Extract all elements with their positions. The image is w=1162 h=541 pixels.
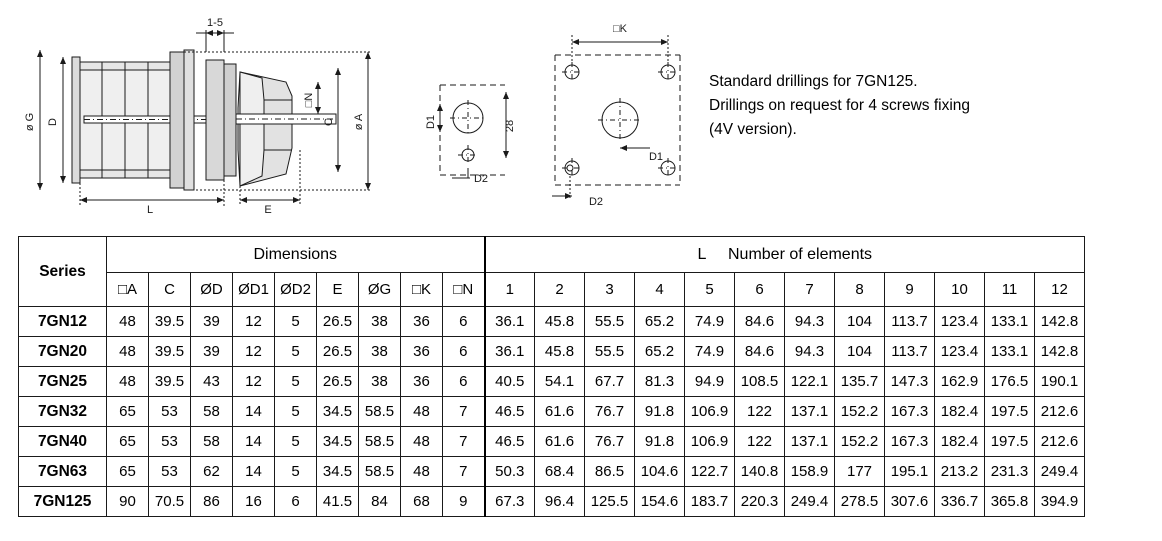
cell-D2: 5 [275, 457, 317, 487]
cell-N: 6 [443, 307, 485, 337]
technical-drawing-svg [0, 0, 1162, 230]
cell-E: 26.5 [317, 337, 359, 367]
col-head-el-4: 4 [635, 273, 685, 307]
cell-E: 34.5 [317, 427, 359, 457]
cell-el-6: 140.8 [735, 457, 785, 487]
cell-el-3: 86.5 [585, 457, 635, 487]
cell-G: 84 [359, 487, 401, 517]
label-K: □K [613, 23, 627, 35]
cell-el-3: 67.7 [585, 367, 635, 397]
col-head-D1: ØD1 [233, 273, 275, 307]
cell-el-4: 81.3 [635, 367, 685, 397]
cell-el-10: 213.2 [935, 457, 985, 487]
cell-G: 58.5 [359, 427, 401, 457]
header-series: Series [19, 237, 107, 307]
cell-D2: 5 [275, 397, 317, 427]
cell-A: 65 [107, 427, 149, 457]
cell-D2: 6 [275, 487, 317, 517]
cell-el-6: 108.5 [735, 367, 785, 397]
label-oG: ø G [24, 112, 36, 132]
table-row [19, 367, 1085, 397]
cell-D2: 5 [275, 427, 317, 457]
cell-el-3: 55.5 [585, 307, 635, 337]
col-head-A: □A [107, 273, 149, 307]
cell-el-7: 94.3 [785, 337, 835, 367]
col-head-el-6: 6 [735, 273, 785, 307]
table-row [19, 457, 1085, 487]
table-row [19, 337, 1085, 367]
cell-A: 48 [107, 307, 149, 337]
cell-el-9: 113.7 [885, 307, 935, 337]
cell-el-10: 182.4 [935, 397, 985, 427]
cell-D2: 5 [275, 367, 317, 397]
cell-el-9: 113.7 [885, 337, 935, 367]
label-D2-right: D2 [588, 196, 604, 208]
cell-el-11: 365.8 [985, 487, 1035, 517]
cell-el-5: 94.9 [685, 367, 735, 397]
cell-C: 53 [149, 397, 191, 427]
cell-N: 6 [443, 367, 485, 397]
cell-el-9: 195.1 [885, 457, 935, 487]
row-series: 7GN40 [19, 427, 107, 457]
label-E: E [264, 204, 272, 216]
cell-K: 48 [401, 397, 443, 427]
label-A: ø A [353, 113, 365, 131]
col-head-K: □K [401, 273, 443, 307]
cell-E: 41.5 [317, 487, 359, 517]
cell-el-2: 45.8 [535, 307, 585, 337]
cell-el-5: 106.9 [685, 427, 735, 457]
table-header [19, 237, 1085, 307]
cell-A: 48 [107, 367, 149, 397]
cell-C: 39.5 [149, 367, 191, 397]
col-head-el-5: 5 [685, 273, 735, 307]
cell-el-1: 46.5 [485, 397, 535, 427]
table-header-row-columns [19, 273, 1085, 307]
cell-el-9: 147.3 [885, 367, 935, 397]
col-head-D2: ØD2 [275, 273, 317, 307]
col-head-el-1: 1 [485, 273, 535, 307]
cell-el-3: 76.7 [585, 427, 635, 457]
cell-el-8: 104 [835, 307, 885, 337]
cell-el-4: 65.2 [635, 307, 685, 337]
cell-el-10: 182.4 [935, 427, 985, 457]
label-1-5: 1-5 [207, 17, 223, 29]
cell-el-11: 176.5 [985, 367, 1035, 397]
cell-K: 48 [401, 457, 443, 487]
header-dimensions: Dimensions [107, 237, 485, 273]
cell-el-8: 177 [835, 457, 885, 487]
cell-el-11: 231.3 [985, 457, 1035, 487]
cell-D1: 12 [233, 307, 275, 337]
cell-el-7: 137.1 [785, 397, 835, 427]
cell-D: 62 [191, 457, 233, 487]
cell-el-12: 212.6 [1035, 427, 1085, 457]
cell-D1: 14 [233, 427, 275, 457]
cell-el-12: 142.8 [1035, 307, 1085, 337]
table-row [19, 307, 1085, 337]
cell-el-3: 55.5 [585, 337, 635, 367]
cell-el-7: 249.4 [785, 487, 835, 517]
col-head-G: ØG [359, 273, 401, 307]
cell-el-1: 50.3 [485, 457, 535, 487]
cell-C: 70.5 [149, 487, 191, 517]
cell-D1: 14 [233, 457, 275, 487]
cell-el-9: 167.3 [885, 427, 935, 457]
cell-el-7: 94.3 [785, 307, 835, 337]
cell-N: 7 [443, 427, 485, 457]
cell-D: 58 [191, 427, 233, 457]
cell-D2: 5 [275, 307, 317, 337]
cell-A: 65 [107, 397, 149, 427]
cell-el-7: 158.9 [785, 457, 835, 487]
label-D1-right: D1 [648, 151, 664, 163]
cell-el-5: 74.9 [685, 337, 735, 367]
note-line-2: Drillings on request for 4 screws fixing [709, 97, 971, 114]
cell-G: 38 [359, 307, 401, 337]
row-series: 7GN125 [19, 487, 107, 517]
cell-el-7: 122.1 [785, 367, 835, 397]
col-head-el-11: 11 [985, 273, 1035, 307]
standard-drillings-note [709, 70, 970, 142]
cell-el-8: 152.2 [835, 397, 885, 427]
cell-K: 36 [401, 337, 443, 367]
col-head-E: E [317, 273, 359, 307]
cell-D1: 16 [233, 487, 275, 517]
table-row [19, 427, 1085, 457]
col-head-el-7: 7 [785, 273, 835, 307]
cell-el-11: 133.1 [985, 307, 1035, 337]
cell-D: 58 [191, 397, 233, 427]
col-head-N: □N [443, 273, 485, 307]
header-elements-text: Number of elements [727, 245, 873, 263]
cell-el-9: 167.3 [885, 397, 935, 427]
dimensions-table [18, 236, 1085, 517]
cell-E: 34.5 [317, 397, 359, 427]
cell-el-8: 135.7 [835, 367, 885, 397]
col-head-el-8: 8 [835, 273, 885, 307]
cell-E: 26.5 [317, 307, 359, 337]
cell-el-8: 104 [835, 337, 885, 367]
cell-G: 38 [359, 367, 401, 397]
cell-el-1: 40.5 [485, 367, 535, 397]
cell-el-1: 67.3 [485, 487, 535, 517]
cell-el-7: 137.1 [785, 427, 835, 457]
note-line-1: Standard drillings for 7GN125. [709, 73, 918, 90]
header-number-of-elements [485, 237, 1085, 273]
label-D2-left: D2 [473, 173, 489, 185]
cell-el-1: 46.5 [485, 427, 535, 457]
cell-el-12: 142.8 [1035, 337, 1085, 367]
cell-el-4: 91.8 [635, 397, 685, 427]
cell-D: 43 [191, 367, 233, 397]
cell-K: 36 [401, 367, 443, 397]
cell-el-6: 84.6 [735, 337, 785, 367]
cell-el-8: 278.5 [835, 487, 885, 517]
cell-el-4: 65.2 [635, 337, 685, 367]
cell-K: 48 [401, 427, 443, 457]
cell-el-6: 84.6 [735, 307, 785, 337]
cell-el-4: 104.6 [635, 457, 685, 487]
row-series: 7GN32 [19, 397, 107, 427]
cell-G: 58.5 [359, 457, 401, 487]
cell-el-2: 61.6 [535, 397, 585, 427]
cell-el-6: 220.3 [735, 487, 785, 517]
cell-el-10: 162.9 [935, 367, 985, 397]
cell-K: 68 [401, 487, 443, 517]
cell-E: 34.5 [317, 457, 359, 487]
cell-el-12: 394.9 [1035, 487, 1085, 517]
cell-el-9: 307.6 [885, 487, 935, 517]
cell-C: 53 [149, 457, 191, 487]
cell-N: 9 [443, 487, 485, 517]
label-N: □N [303, 92, 315, 108]
cell-el-2: 45.8 [535, 337, 585, 367]
cell-el-6: 122 [735, 397, 785, 427]
cell-el-11: 197.5 [985, 397, 1035, 427]
cell-N: 7 [443, 397, 485, 427]
note-line-3: (4V version). [709, 121, 797, 138]
cell-el-12: 212.6 [1035, 397, 1085, 427]
cell-el-5: 74.9 [685, 307, 735, 337]
cell-G: 38 [359, 337, 401, 367]
cell-C: 39.5 [149, 337, 191, 367]
cell-C: 39.5 [149, 307, 191, 337]
cell-N: 6 [443, 337, 485, 367]
label-C: C [323, 118, 335, 126]
cell-el-6: 122 [735, 427, 785, 457]
cell-el-10: 123.4 [935, 307, 985, 337]
cell-N: 7 [443, 457, 485, 487]
cell-el-5: 122.7 [685, 457, 735, 487]
cell-el-3: 125.5 [585, 487, 635, 517]
col-head-el-9: 9 [885, 273, 935, 307]
cell-A: 90 [107, 487, 149, 517]
cell-el-2: 96.4 [535, 487, 585, 517]
row-series: 7GN63 [19, 457, 107, 487]
col-head-el-2: 2 [535, 273, 585, 307]
row-series: 7GN20 [19, 337, 107, 367]
cell-el-5: 183.7 [685, 487, 735, 517]
cell-G: 58.5 [359, 397, 401, 427]
cell-el-12: 249.4 [1035, 457, 1085, 487]
cell-A: 48 [107, 337, 149, 367]
col-head-D: ØD [191, 273, 233, 307]
cell-el-2: 61.6 [535, 427, 585, 457]
table-row [19, 397, 1085, 427]
label-28: 28 [504, 119, 516, 133]
cell-A: 65 [107, 457, 149, 487]
cell-D: 39 [191, 337, 233, 367]
cell-el-11: 133.1 [985, 337, 1035, 367]
cell-el-4: 154.6 [635, 487, 685, 517]
col-head-el-12: 12 [1035, 273, 1085, 307]
row-series: 7GN12 [19, 307, 107, 337]
label-D: D [47, 118, 59, 126]
cell-D1: 12 [233, 337, 275, 367]
table-row [19, 487, 1085, 517]
table-body [19, 307, 1085, 517]
table-header-row-groups [19, 237, 1085, 273]
row-series: 7GN25 [19, 367, 107, 397]
cell-D1: 12 [233, 367, 275, 397]
cell-el-12: 190.1 [1035, 367, 1085, 397]
cell-el-8: 152.2 [835, 427, 885, 457]
header-L: L [697, 245, 706, 263]
cell-el-1: 36.1 [485, 307, 535, 337]
cell-el-2: 68.4 [535, 457, 585, 487]
cell-el-2: 54.1 [535, 367, 585, 397]
cell-el-10: 336.7 [935, 487, 985, 517]
cell-el-5: 106.9 [685, 397, 735, 427]
cell-el-4: 91.8 [635, 427, 685, 457]
col-head-el-3: 3 [585, 273, 635, 307]
cell-el-10: 123.4 [935, 337, 985, 367]
cell-D: 86 [191, 487, 233, 517]
cell-K: 36 [401, 307, 443, 337]
cell-C: 53 [149, 427, 191, 457]
technical-drawing-area [0, 0, 1162, 230]
cell-el-1: 36.1 [485, 337, 535, 367]
cell-D1: 14 [233, 397, 275, 427]
label-L: L [146, 204, 154, 216]
cell-el-11: 197.5 [985, 427, 1035, 457]
cell-D: 39 [191, 307, 233, 337]
col-head-C: C [149, 273, 191, 307]
col-head-el-10: 10 [935, 273, 985, 307]
label-D1-left: D1 [425, 114, 437, 130]
cell-D2: 5 [275, 337, 317, 367]
cell-el-3: 76.7 [585, 397, 635, 427]
cell-E: 26.5 [317, 367, 359, 397]
